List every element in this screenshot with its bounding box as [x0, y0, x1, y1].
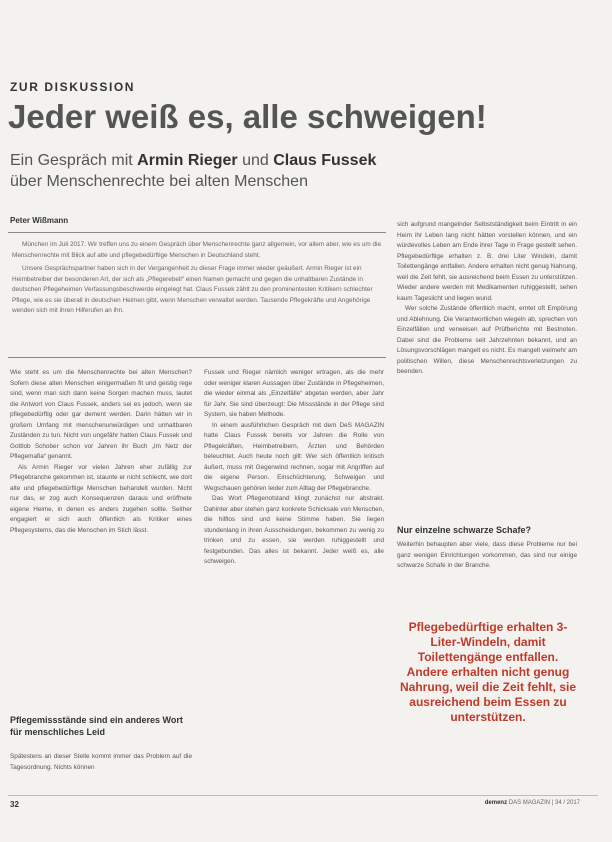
journal-name: demenz [484, 800, 508, 806]
column-1-paragraph-3: Spätestens an dieser Stelle kommt immer das Problem auf die Tagesordnung. Nichts können [10, 753, 192, 771]
pull-quote: Pflegebedürftige erhalten 3-Liter-Windeln, damit Toilettengänge entfallen. Andere erhalten nicht genug Nahrung, weil die Zeit fehlt, sie ausreichend beim Essen zu unterstützen. [399, 620, 577, 724]
column-3-continued [397, 540, 577, 572]
article-subtitle [10, 150, 570, 192]
journal-footer [485, 800, 580, 806]
subtitle-mid: und [237, 152, 274, 169]
column-1-paragraph-2: Als Armin Rieger vor vielen Jahren eher zufällig zur Pflegebranche gekommen ist, staunte er nicht schlecht, wie dort alte und pflegebedürftige Menschen behandelt wurden. Nicht nur das, er zog auch Konsequenzen daraus und eröffnete eigene Heime, in denen es anders zugehen sollte. Seither engagiert er sich auch öffentlich als Kritiker eines Pflegesystems, das die Menschen im Stich lässt. [10, 463, 192, 534]
column-2-paragraph-1: Fussek und Rieger nämlich weniger ertragen, als die mehr oder weniger klaren Aussagen über Zustände in Pflegeheimen, die wieder einmal als „Einzelfälle“ abgetan werden, aber Jahr für Jahr. Sie sind überzeugt: Die Missstände in der Pflege sind System, sie haben Methode. [204, 369, 384, 418]
person-name-1: Armin Rieger [137, 152, 238, 169]
subtitle-prefix: Ein Gespräch mit [10, 152, 138, 169]
column-1-continued [10, 752, 192, 773]
column-2-paragraph-2: In einem ausführlichen Gespräch mit dem DeS MAGAZIN hatte Claus Fussek bereits vor Jahren die Rolle von Pflegekräften, Heimbetreibern, Ärzten und Behörden beleuchtet. Auch heute noch gilt: Wer sich öffentlich kritisch äußert, muss mit Gegenwind rechnen, sogar mit Angriffen auf die eigene Person. Einschüchterung, Schweigen und Wegschauen gehören leider zum Alltag der Pflegebranche. [204, 421, 384, 492]
subheading-schwarze-schafe: Nur einzelne schwarze Schafe? [397, 525, 532, 535]
subtitle-line-2: über Menschenrechte bei alten Menschen [10, 173, 308, 190]
column-3-paragraph-3: Weiterhin behaupten aber viele, dass diese Probleme nur bei ganz wenigen Einrichtungen vorkommen, das sind nur einige schwarze Schafe in der Branche. [397, 541, 577, 569]
author-byline: Peter Wißmann [10, 216, 69, 225]
column-3-paragraph-1: sich aufgrund mangelnder Selbstständigkeit beim Eintritt in ein Heim ihr Leben lang nicht hätten vorstellen können, und ein würdevolles Leben am Ende ihrer Tage in Frage gestellt sehen. Pflegebedürftige erhalten z. B. drei Liter Windeln, damit Toilettengänge entfallen. Andere erhalten nicht genug Nahrung, weil die Zeit fehlt, sie ausreichend beim Essen zu unterstützen. Wieder andere werden mit Medikamenten ruhiggestellt, sehen kaum Tageslicht und liegen wund. [397, 221, 577, 302]
column-2-paragraph-3: Das Wort Pflegenotstand klingt zunächst nur abstrakt. Dahinter aber stehen ganz konkrete Schicksale von Menschen, die hilflos sind und keine Stimme haben. Sie liegen stundenlang in ihren Ausscheidungen, bekommen zu wenig zu trinken und zu essen, sie werden ruhiggestellt und festgebunden. Das alles ist bekannt. Jeder weiß es, alle schweigen. [204, 495, 384, 565]
article-headline: Jeder weiß es, alle schweigen! [8, 98, 487, 135]
section-kicker: ZUR DISKUSSION [10, 80, 136, 94]
column-3-paragraph-2: Wer solche Zustände öffentlich macht, erntet oft Empörung und Ablehnung. Die Verantwortlichen wiegeln ab, sprechen von Einzelfällen und verweisen auf Prüfberichte mit Bestnoten. Dabei sind die Probleme seit Jahrzehnten bekannt, und an Lösungsvorschlägen mangelt es nicht. Es mangelt vielmehr am politischen Willen, diese Menschenrechtsverletzungen zu beenden. [397, 305, 577, 375]
column-3 [397, 220, 577, 378]
column-2 [204, 368, 384, 568]
subheading-pflegemissstaende: Pflegemissstände sind ein anderes Wort für menschliches Leid [10, 715, 183, 737]
page-number: 32 [10, 800, 19, 809]
intro-paragraph-2: Unsere Gesprächspartner haben sich in der Vergangenheit zu dieser Frage immer wieder geäußert. Armin Rieger ist ein Heimbetreiber der besonderen Art, der sich als „Pflegerebell“ einen Namen gemacht und gegen die unhaltbaren Zustände in deutschen Pflegeheimen Verfassungsbeschwerde eingelegt hat. Claus Fussek zählt zu den prominentesten Kritikern schlechter Pflege, wie es sie überall in deutschen Heimen gibt, wenn Menschen verwaltet werden. Tausende Pflegekräfte und Angehörige wenden sich mit ihren Hilferufen an ihn. [12, 265, 373, 314]
journal-issue: DAS MAGAZIN | 34 / 2017 [507, 800, 580, 806]
person-name-2: Claus Fussek [273, 152, 377, 169]
column-1-paragraph-1: Wie steht es um die Menschenrechte bei alten Menschen? Sofern diese alten Menschen einigermaßen fit und geistig rege sind, wenn man sich dann keine Sorgen machen muss, lautet die Antwort von Claus Fussek, anders sei es jedoch, wenn sie pflegebedürftig oder gar dement werden. Darin hätten wir in großem Umfang mit menschenunwürdigen und unhaltbaren Zuständen zu tun. Nicht von ungefähr hatten Claus Fussek und Gottlob Schober schon vor Jahren ihr Buch „Im Netz der Pflegemafia“ genannt. [10, 369, 192, 460]
footer-divider [8, 795, 598, 796]
column-1 [10, 368, 192, 536]
intro-paragraph-1: München im Juli 2017. Wir treffen uns zu einem Gespräch über Menschenrechte ganz allgemein, vor allem aber, wie es um die Menschenrechte mit Blick auf alte und pflegebedürftige Menschen in Deutschland steht. [12, 241, 382, 259]
intro-box [8, 232, 386, 358]
